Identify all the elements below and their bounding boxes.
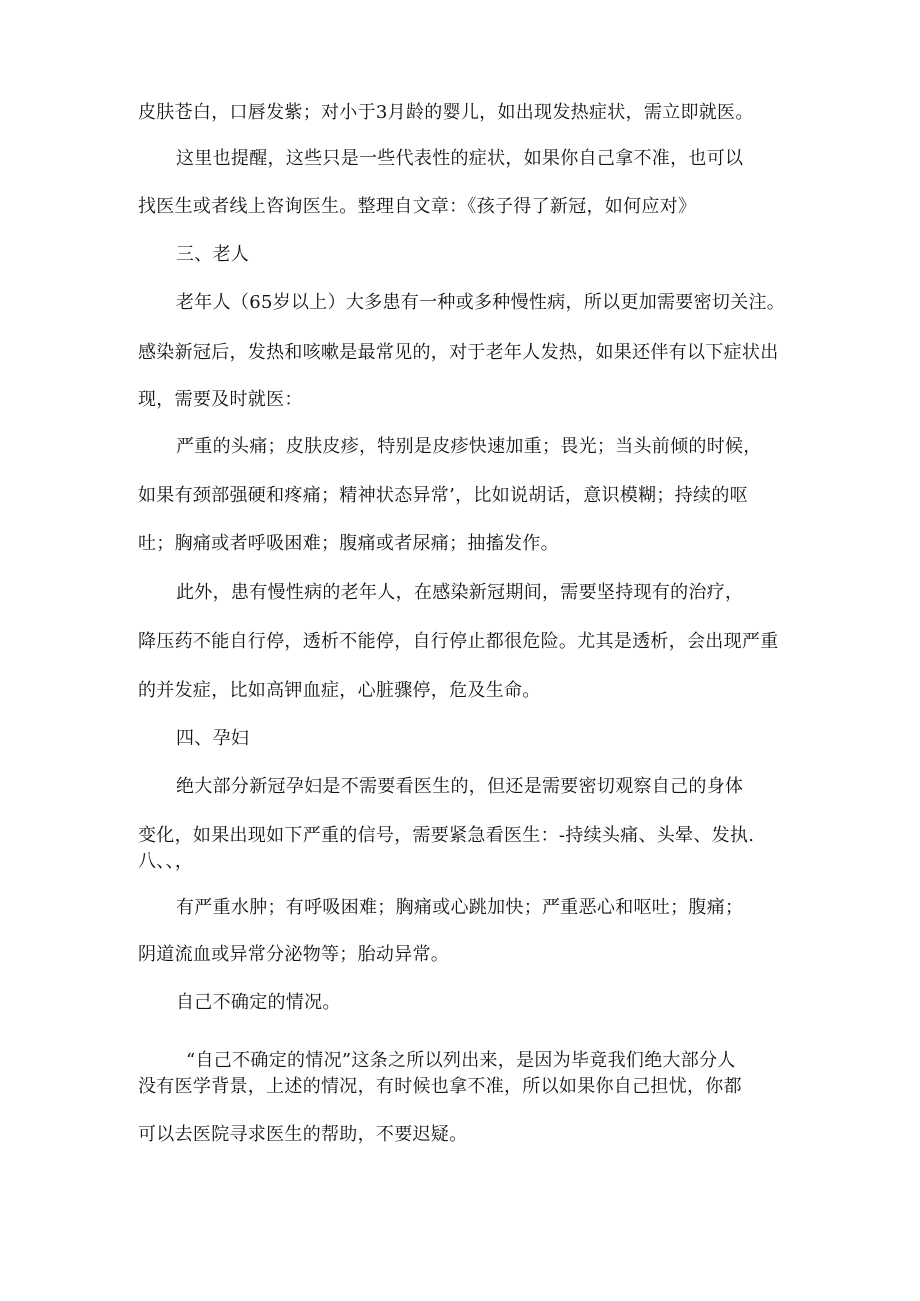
text-line: “自己不确定的情况”这条之所以列出来，是因为毕竟我们绝大部分人 [186,1050,736,1071]
text-line: 没有医学背景，上述的情况，有时候也拿不准，所以如果你自己担忧，你都 [138,1076,742,1097]
text-line: 有严重水肿；有呼吸困难；胸痛或心跳加快；严重恶心和呕吐；腹痛； [176,897,744,918]
text-line: 阴道流血或异常分泌物等；胎动异常。 [138,944,450,965]
section-heading: 三、老人 [176,244,250,265]
text-line: 如果有颈部强硬和疼痛；精神状态异常’，比如说胡话，意识模糊；持续的呕 [138,485,748,506]
text-line: 可以去医院寻求医生的帮助，不要迟疑。 [138,1124,468,1145]
text-line: 老年人（65岁以上）大多患有一种或多种慢性病，所以更加需要密切关注。 [176,292,786,313]
text-line: 找医生或者线上咨询医生。整理自文章：《孩子得了新冠，如何应对》 [138,196,697,217]
text-line: 吐；胸痛或者呼吸困难；腹痛或者尿痛；抽搐发作。 [138,533,559,554]
section-heading: 四、孕妇 [176,728,250,749]
text-line: 绝大部分新冠孕妇是不需要看医生的，但还是需要密切观察自己的身体 [176,776,744,797]
text-line: 的并发症，比如高钾血症，心脏骤停，危及生命。 [138,680,541,701]
text-line: 现，需要及时就医： [138,389,303,410]
text-line: 自己不确定的情况。 [176,992,341,1013]
text-line: 八、、， [138,851,194,872]
text-line: 严重的头痛；皮肤皮疹，特别是皮疹快速加重；畏光；当头前倾的时候， [176,436,762,457]
text-line: 感染新冠后，发热和咳嗽是最常见的，对于老年人发热，如果还伴有以下症状出 [138,342,779,363]
text-line: 这里也提醒，这些只是一些代表性的症状，如果你自己拿不准，也可以 [176,148,744,169]
text-line: 皮肤苍白，口唇发紫；对小于3月龄的婴儿，如出现发热症状，需立即就医。 [138,102,754,123]
text-line: 降压药不能自行停，透析不能停，自行停止都很危险。尤其是透析，会出现严重 [138,631,779,652]
text-line: 变化，如果出现如下严重的信号，需要紧急看医生：-持续头痛、头晕、发执. [138,825,755,846]
text-line: 此外，患有慢性病的老年人，在感染新冠期间，需要坚持现有的治疗， [176,582,744,603]
